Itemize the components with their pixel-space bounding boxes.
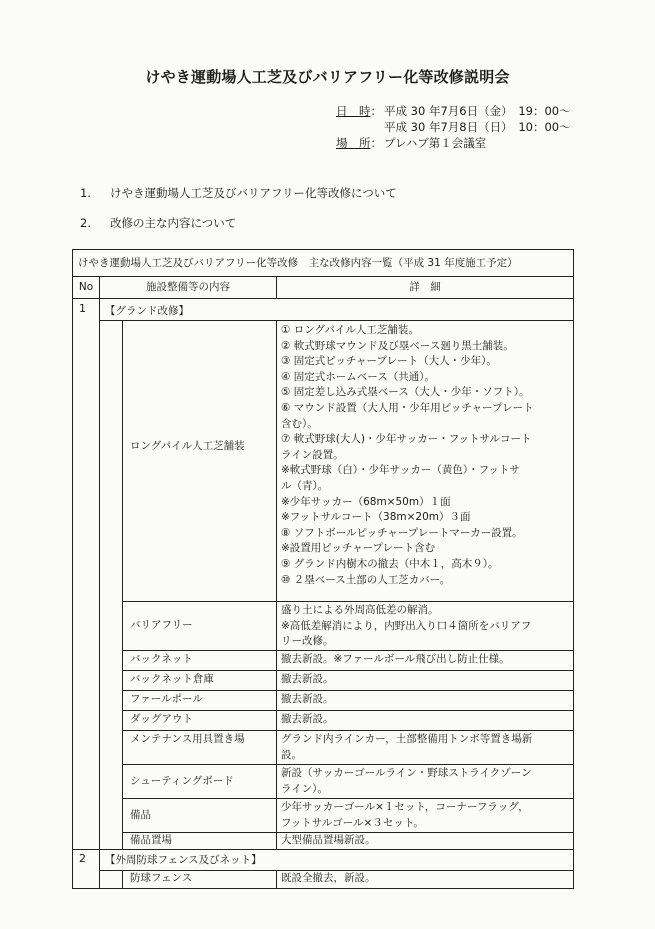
- detail-cell: [281, 603, 531, 650]
- detail-cell: [281, 652, 510, 668]
- item-cell: ダッグアウト: [130, 713, 193, 725]
- detail-line: ⑦ 軟式野球(大人)・少年サッカー・フットサルコート: [281, 433, 532, 446]
- item-cell: バックネット: [130, 653, 193, 665]
- detail-line: ※少年サッカー（68m×50m）１面: [281, 495, 451, 508]
- divider: [276, 320, 277, 849]
- detail-line: 撤去新設。: [281, 693, 334, 705]
- detail-line: ※フットサルコート（38m×20m）３面: [281, 511, 471, 524]
- divider: [73, 849, 573, 850]
- detail-line: ⑥ マウンド設置（大人用・少年用ピッチャープレート: [281, 401, 534, 414]
- header-item: 施設整備等の内容: [146, 281, 230, 293]
- detail-cell: [281, 692, 334, 708]
- detail-cell: [281, 800, 529, 831]
- section-number: 1.: [80, 186, 91, 200]
- detail-line: ※設置用ピッチャープレート含む: [281, 542, 436, 555]
- detail-cell: [281, 732, 532, 763]
- detail-line: 設。: [281, 748, 302, 761]
- item-cell: 備品置場: [130, 834, 172, 846]
- divider: [122, 710, 573, 711]
- detail-cell: [281, 871, 376, 887]
- divider: [122, 320, 123, 849]
- divider: [122, 690, 573, 691]
- divider: [122, 870, 123, 888]
- detail-line: ライン設置。: [281, 448, 344, 461]
- item-cell: メンテナンス用具置き場: [130, 733, 245, 745]
- divider: [122, 730, 573, 731]
- detail-line: ② 軟式野球マウンド及び塁ベース廻り黒土舗装。: [281, 339, 514, 352]
- renovation-table: [72, 249, 574, 889]
- divider: [122, 650, 573, 651]
- item-cell: ロングパイル人工芝舗装: [130, 440, 245, 452]
- document-title: けやき運動場人工芝及びバリアフリー化等改修説明会: [145, 68, 510, 86]
- divider: [122, 798, 573, 799]
- date-label: 日 時：: [336, 104, 382, 118]
- group-label: 【外周防球フェンス及びネット】: [105, 854, 262, 866]
- date-2: 平成 30 年7月8日（日） 10：00～: [384, 120, 571, 134]
- group-number: 2: [79, 852, 86, 865]
- section-number: 2.: [80, 216, 91, 230]
- detail-line: 撤去新設。: [281, 713, 334, 725]
- detail-line: 少年サッカーゴール×１セット，コーナーフラッグ，: [281, 801, 529, 813]
- divider: [122, 764, 573, 765]
- detail-line: ル（青）。: [281, 479, 329, 492]
- item-cell: シューティングボード: [130, 775, 234, 787]
- detail-cell: [281, 712, 334, 728]
- detail-line: 含む）。: [281, 417, 318, 430]
- detail-line: ⑩ ２塁ベース土部の人工芝カバー。: [281, 573, 451, 586]
- detail-line: 既設全撤去，新設。: [281, 872, 376, 884]
- detail-line: 新設（サッカーゴールライン・野球ストライクゾーン: [281, 767, 532, 779]
- divider: [122, 670, 573, 671]
- table-title: けやき運動場人工芝及びバリアフリー化等改修 主な改修内容一覧（平成 31 年度施工予定）: [73, 250, 573, 277]
- item-cell: 備品: [130, 809, 151, 821]
- detail-line: ⑨ グランド内樹木の撤去（中木１，高木９）。: [281, 557, 499, 570]
- meeting-info: [336, 103, 571, 151]
- detail-line: ① ロングパイル人工芝舗装。: [281, 324, 419, 336]
- detail-line: ※軟式野球（白）・少年サッカー（黄色）・フットサ: [281, 464, 520, 477]
- detail-cell: [281, 323, 534, 588]
- divider: [122, 601, 573, 602]
- divider: [276, 276, 277, 298]
- section-text: けやき運動場人工芝及びバリアフリー化等改修について: [110, 186, 397, 200]
- section-2: [80, 215, 236, 231]
- header-detail: 詳 細: [409, 281, 441, 293]
- detail-line: フットサルゴール×３セット。: [281, 816, 424, 829]
- header-no: No: [78, 281, 94, 293]
- item-cell: バリアフリー: [130, 619, 193, 631]
- detail-cell: [281, 672, 334, 688]
- item-cell: 防球フェンス: [130, 872, 193, 884]
- detail-line: 大型備品置場新設。: [281, 834, 376, 846]
- detail-line: 撤去新設。: [281, 673, 334, 685]
- detail-line: ⑧ ソフトボールピッチャープレートマーカー設置。: [281, 526, 523, 539]
- date-1: 平成 30 年7月6日（金） 19：00～: [384, 104, 571, 118]
- detail-line: ③ 固定式ピッチャープレート（大人・少年）。: [281, 355, 497, 368]
- section-1: [80, 185, 397, 201]
- detail-line: グランド内ラインカー，土部整備用トンボ等置き場新: [281, 733, 533, 745]
- detail-line: ※高低差解消により，内野出入り口４箇所をバリアフ: [281, 619, 532, 632]
- divider: [99, 320, 573, 321]
- divider: [99, 276, 100, 888]
- detail-line: ⑤ 固定差し込み式塁ベース（大人・少年・ソフト）。: [281, 386, 530, 399]
- detail-cell: [281, 766, 532, 797]
- group-label: 【グランド改修】: [105, 305, 189, 317]
- section-text: 改修の主な内容について: [110, 216, 237, 230]
- detail-cell: [281, 833, 376, 849]
- place-label: 場 所：: [336, 136, 382, 150]
- detail-line: リー改修。: [281, 635, 334, 648]
- divider: [276, 870, 277, 888]
- table-header: [73, 276, 573, 299]
- detail-line: ④ 固定式ホームベース（共通）。: [281, 370, 435, 383]
- item-cell: バックネット倉庫: [130, 673, 214, 685]
- group-number: 1: [79, 302, 86, 315]
- place: プレハブ第１会議室: [384, 136, 487, 150]
- detail-line: 撤去新設。※ファールボール飛び出し防止仕様。: [281, 653, 510, 665]
- item-cell: ファールポール: [130, 693, 203, 705]
- detail-line: 盛り土による外周高低差の解消。: [281, 604, 439, 616]
- detail-line: ライン）。: [281, 782, 328, 795]
